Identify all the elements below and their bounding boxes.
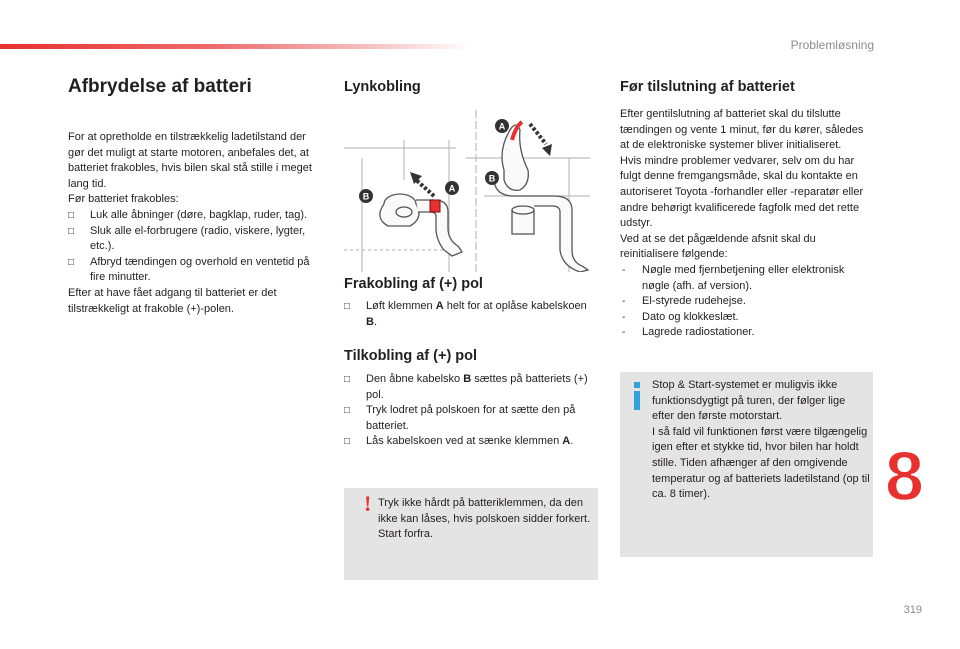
reconnect-heading: Før tilslutning af batteriet: [620, 79, 795, 95]
page-title: Afbrydelse af batteri: [68, 76, 252, 97]
square-bullet-icon: □: [68, 225, 75, 237]
square-bullet-icon: □: [344, 405, 351, 417]
intro-paragraph: For at opretholde en tilstrækkelig ladetilstand der gør det muligt at starte motoren, anbefales det, at batteriet frakobles, hvis bilen skal stå stille i meget lang tid.: [68, 131, 312, 190]
battery-clamp-illustration: [344, 100, 590, 272]
info-text: Stop & Start-systemet er muligvis ikke funktionsdygtigt på turen, der følger lige efter den første motorstart. I så fald vil funktionen først være tilgængelig igen efter et stykke tid, hvor bilen har holdt stille. Tiden afhænger af den omgivende temperatur og af batteriets ladetilstand (op til ca. 8 timer).: [652, 379, 870, 501]
warning-text: Tryk ikke hårdt på batteriklemmen, da den ikke kan låses, hvis polskoen sidder forkert. Start forfra.: [378, 497, 591, 541]
connect-heading: Tilkobling af (+) pol: [344, 348, 478, 364]
quick-connect-heading: Lynkobling: [344, 79, 421, 95]
square-bullet-icon: □: [344, 436, 351, 448]
disconnect-steps: [344, 299, 598, 330]
chapter-number: 8: [885, 437, 924, 515]
square-bullet-icon: □: [68, 209, 75, 221]
left-column-text: [68, 130, 320, 317]
reinit-list: [620, 263, 873, 341]
header-accent-bar: [0, 44, 470, 49]
before-label: Før batteriet frakobles:: [68, 193, 179, 206]
connect-steps: [344, 372, 598, 450]
right-column-text: [620, 107, 873, 341]
disconnect-heading: Frakobling af (+) pol: [344, 276, 483, 292]
list-item: - Lagrede radiostationer.: [622, 326, 755, 339]
info-icon: [632, 382, 642, 410]
section-title: Problemløsning: [790, 38, 874, 52]
list-item: - El-styrede rudehejse.: [622, 295, 746, 308]
list-item: □ Løft klemmen A helt for at oplåse kabelskoen B.: [344, 300, 587, 328]
list-item: □ Lås kabelskoen ved at sænke klemmen A.: [344, 434, 598, 450]
exclamation-icon: !: [364, 491, 372, 516]
reinit-paragraph: Ved at se det pågældende afsnit skal du reinitialisere følgende:: [620, 232, 816, 261]
list-item: □ Den åbne kabelsko B sættes på batteriets (+) pol.: [344, 373, 588, 401]
info-note: [620, 372, 873, 557]
label-a-left: A: [448, 183, 456, 194]
list-item: □ Luk alle åbninger (døre, bagklap, ruder, tag).: [68, 208, 320, 224]
after-paragraph: Efter at have fået adgang til batteriet er det tilstrækkeligt at frakoble (+)-polen.: [68, 286, 277, 315]
list-item: □ Afbryd tændingen og overhold en ventetid på fire minutter.: [68, 255, 310, 284]
square-bullet-icon: □: [68, 256, 75, 268]
problems-paragraph: Hvis mindre problemer vedvarer, selv om du har fulgt denne fremgangsmåde, skal du kontakte en autoriseret Toyota -forhandler eller -reparatør eller andre behørigt kvalificerede fagfolk med det rette udstyr.: [620, 154, 864, 230]
reconnect-paragraph: Efter gentilslutning af batteriet skal du tilslutte tændingen og vente 1 minut, før du kører, således at de elektroniske systemer bliver initialiseret.: [620, 108, 864, 152]
label-b-right: B: [488, 173, 496, 184]
list-item: - Nøgle med fjernbetjening eller elektronisk nøgle (afh. af version).: [622, 263, 845, 292]
list-item: □ Tryk lodret på polskoen for at sætte den på batteriet.: [344, 404, 576, 432]
warning-note: [344, 488, 598, 580]
page-number: 319: [903, 604, 922, 616]
label-b-left: B: [362, 191, 370, 202]
square-bullet-icon: □: [344, 301, 351, 312]
list-item: □ Sluk alle el-forbrugere (radio, viskere, lygter, etc.).: [68, 224, 306, 253]
list-item: - Dato og klokkeslæt.: [622, 310, 739, 323]
preparation-list: [68, 208, 320, 286]
label-a-right: A: [498, 121, 506, 132]
square-bullet-icon: □: [344, 374, 351, 385]
